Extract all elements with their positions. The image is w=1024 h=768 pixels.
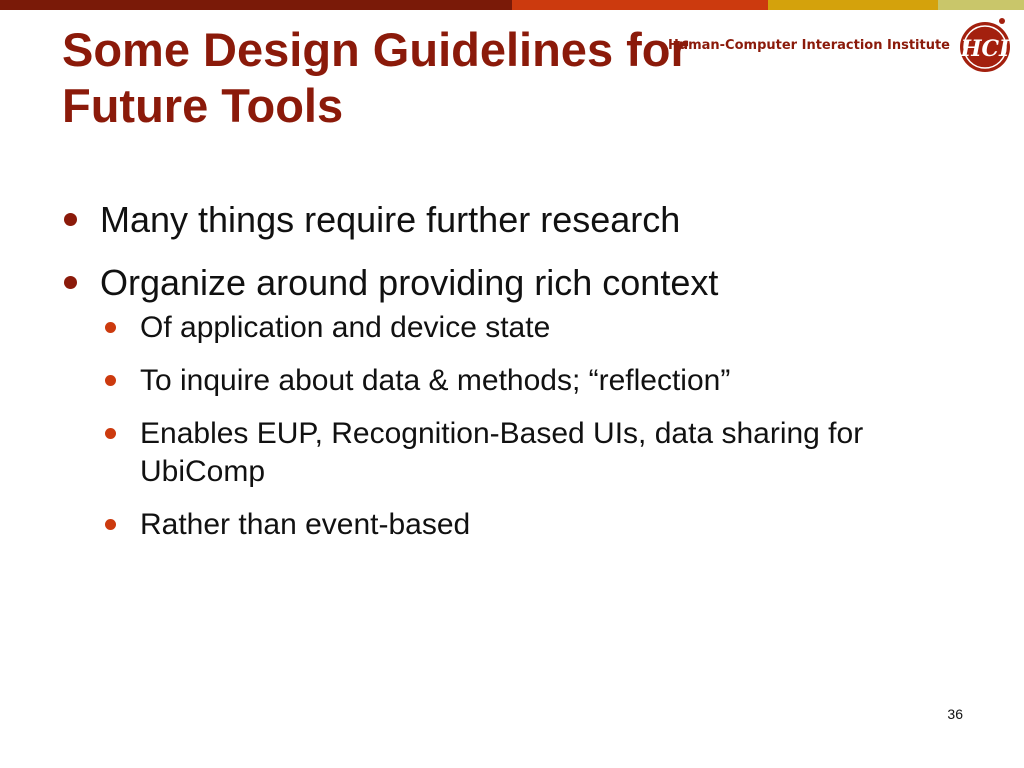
sub-bullet-dot-icon (105, 322, 116, 333)
page-number: 36 (947, 706, 963, 722)
sub-bullet-dot-icon (105, 375, 116, 386)
sub-bullet-item (140, 362, 880, 400)
logo-seal-text: HCI (960, 36, 1010, 62)
sub-bullet-list (100, 309, 920, 544)
bullet-item (100, 198, 920, 242)
color-bar-olive (938, 0, 1024, 10)
bullet-dot-icon (64, 276, 77, 289)
sub-bullet-item (140, 309, 880, 347)
color-bar-orange (512, 0, 768, 10)
bullet-text: Many things require further research (100, 199, 681, 240)
color-bar-dark-red (0, 0, 512, 10)
sub-bullet-dot-icon (105, 428, 116, 439)
logo-text: Human-Computer Interaction Institute (667, 37, 950, 53)
bullet-dot-icon (64, 213, 77, 226)
sub-bullet-dot-icon (105, 519, 116, 530)
bullet-item (100, 261, 920, 544)
bullet-text: Organize around providing rich context (100, 262, 719, 303)
color-bar-gold (768, 0, 938, 10)
sub-bullet-text: Of application and device state (140, 311, 551, 344)
slide-title: Some Design Guidelines for Future Tools (62, 23, 689, 132)
bullet-list (0, 198, 1024, 563)
sub-bullet-text: Rather than event-based (140, 508, 471, 541)
sub-bullet-item (140, 506, 880, 544)
hci-seal-icon (958, 15, 1012, 75)
sub-bullet-item (140, 415, 880, 491)
sub-bullet-text: To inquire about data & methods; “reflection” (140, 364, 731, 397)
sub-bullet-text: Enables EUP, Recognition-Based UIs, data sharing for UbiComp (140, 417, 864, 488)
top-color-bar (0, 0, 1024, 10)
